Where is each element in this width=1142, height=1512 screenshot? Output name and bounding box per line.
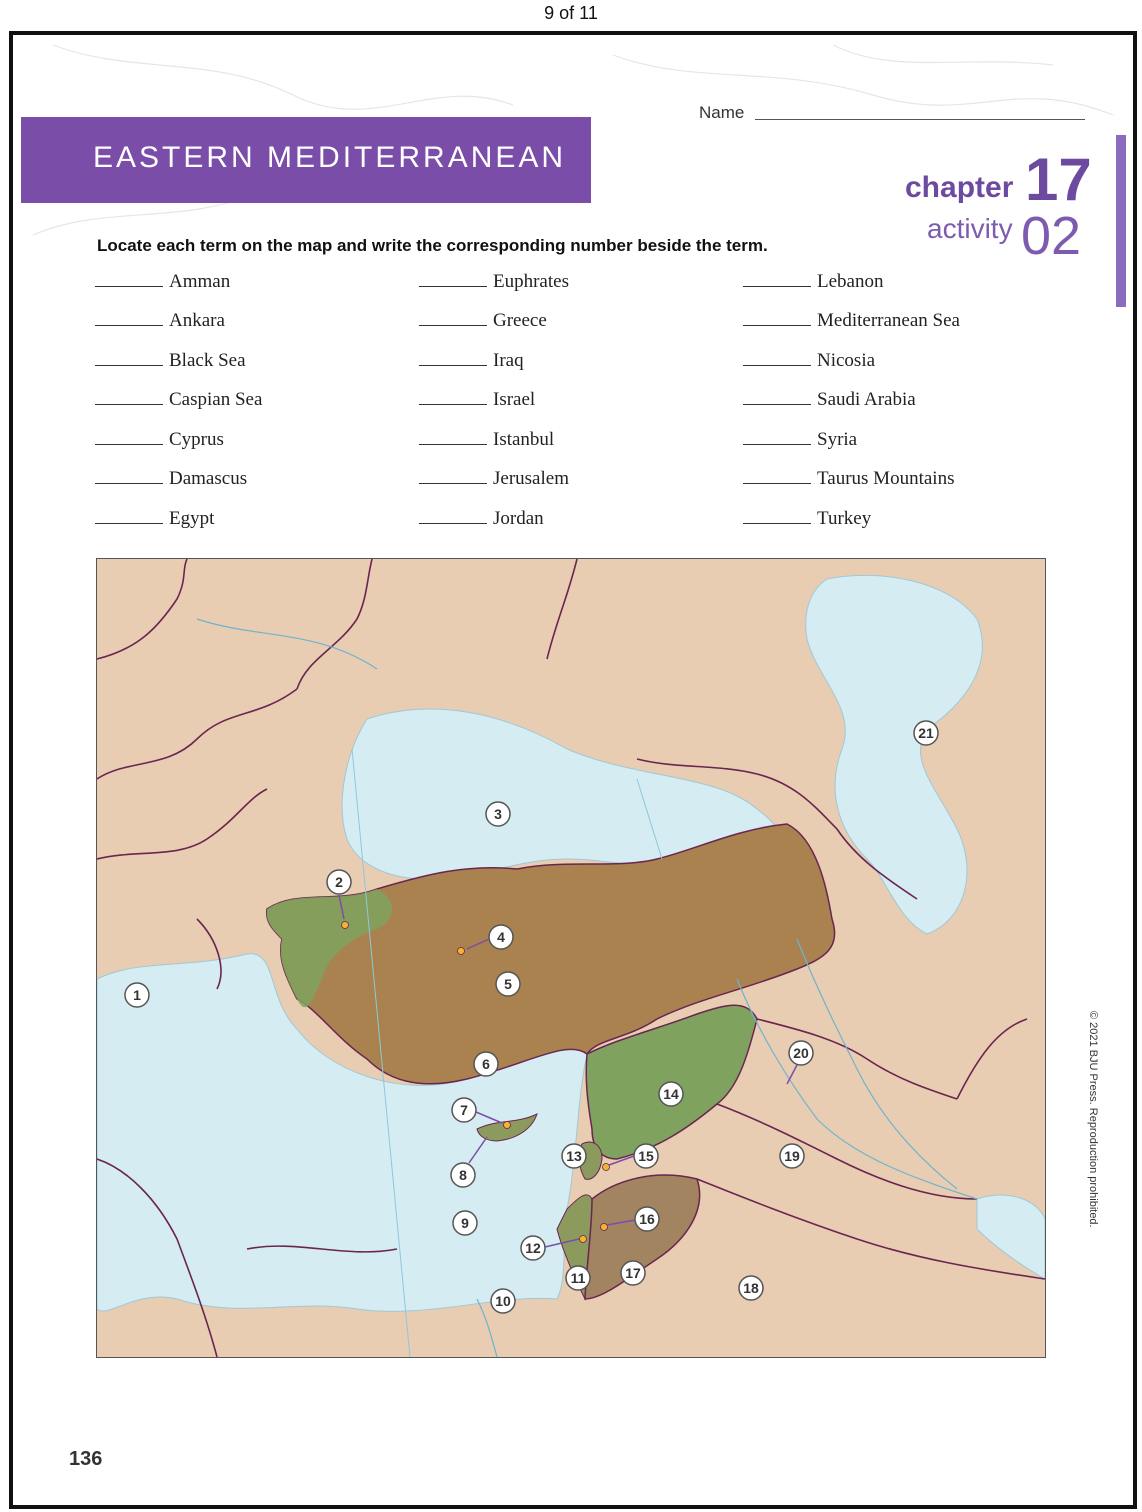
copyright-notice: © 2021 BJU Press. Reproduction prohibited. xyxy=(1087,1011,1099,1228)
answer-blank[interactable] xyxy=(743,365,811,366)
city-dot xyxy=(601,1224,608,1231)
term-item: Istanbul xyxy=(419,429,554,451)
svg-text:11: 11 xyxy=(570,1270,586,1286)
map-marker xyxy=(474,1052,498,1076)
map-marker xyxy=(659,1082,683,1106)
page-number: 136 xyxy=(69,1448,103,1470)
map-marker xyxy=(489,925,513,949)
city-dot xyxy=(342,922,349,929)
map-marker xyxy=(780,1144,804,1168)
term-item: Euphrates xyxy=(419,271,569,293)
answer-blank[interactable] xyxy=(95,286,163,287)
term-item: Caspian Sea xyxy=(95,389,262,411)
map-marker xyxy=(491,1289,515,1313)
svg-text:3: 3 xyxy=(494,806,502,822)
answer-blank[interactable] xyxy=(419,325,487,326)
map-marker xyxy=(521,1236,545,1260)
term-item: Nicosia xyxy=(743,350,875,372)
term-item: Israel xyxy=(419,389,535,411)
map-marker xyxy=(739,1276,763,1300)
activity-number: 02 xyxy=(1021,206,1082,266)
term-item: Saudi Arabia xyxy=(743,389,916,411)
answer-blank[interactable] xyxy=(419,286,487,287)
page-indicator: 9 of 11 xyxy=(544,3,598,23)
svg-text:1: 1 xyxy=(133,987,141,1003)
svg-text:6: 6 xyxy=(482,1056,490,1072)
svg-text:19: 19 xyxy=(784,1148,800,1164)
svg-text:2: 2 xyxy=(335,874,343,890)
term-item: Greece xyxy=(419,310,547,332)
answer-blank[interactable] xyxy=(419,365,487,366)
map-marker xyxy=(451,1163,475,1187)
term-item: Cyprus xyxy=(95,429,224,451)
term-item: Turkey xyxy=(743,508,871,530)
eastern-mediterranean-map xyxy=(96,558,1046,1358)
term-item: Mediterranean Sea xyxy=(743,310,960,332)
svg-text:15: 15 xyxy=(638,1148,654,1164)
answer-blank[interactable] xyxy=(95,365,163,366)
instructions: Locate each term on the map and write the corresponding number beside the term. xyxy=(97,236,768,255)
term-item: Taurus Mountains xyxy=(743,468,954,490)
map-marker xyxy=(327,870,351,894)
answer-blank[interactable] xyxy=(95,523,163,524)
map-marker xyxy=(453,1211,477,1235)
answer-blank[interactable] xyxy=(419,483,487,484)
svg-text:4: 4 xyxy=(497,929,505,945)
svg-text:21: 21 xyxy=(918,725,934,741)
term-item: Black Sea xyxy=(95,350,246,372)
answer-blank[interactable] xyxy=(95,483,163,484)
answer-blank[interactable] xyxy=(743,444,811,445)
answer-blank[interactable] xyxy=(743,404,811,405)
name-input-line[interactable] xyxy=(755,119,1085,120)
map-marker xyxy=(634,1144,658,1168)
svg-text:14: 14 xyxy=(663,1086,679,1102)
answer-blank[interactable] xyxy=(743,286,811,287)
svg-text:18: 18 xyxy=(743,1280,759,1296)
svg-text:10: 10 xyxy=(495,1293,511,1309)
svg-text:7: 7 xyxy=(460,1102,468,1118)
answer-blank[interactable] xyxy=(95,404,163,405)
side-accent-bar xyxy=(1116,135,1126,307)
svg-text:12: 12 xyxy=(525,1240,541,1256)
map-marker xyxy=(496,972,520,996)
map-marker xyxy=(486,802,510,826)
map-marker xyxy=(452,1098,476,1122)
answer-blank[interactable] xyxy=(743,523,811,524)
term-item: Egypt xyxy=(95,508,214,530)
map-marker xyxy=(789,1041,813,1065)
answer-blank[interactable] xyxy=(743,325,811,326)
name-label: Name xyxy=(699,103,745,122)
answer-blank[interactable] xyxy=(743,483,811,484)
svg-text:17: 17 xyxy=(625,1265,641,1281)
map-marker xyxy=(566,1266,590,1290)
svg-text:13: 13 xyxy=(566,1148,582,1164)
answer-blank[interactable] xyxy=(419,444,487,445)
worksheet-title: EASTERN MEDITERRANEAN xyxy=(93,141,567,174)
answer-blank[interactable] xyxy=(95,325,163,326)
chapter-number: 17 xyxy=(1025,146,1092,213)
city-dot xyxy=(580,1236,587,1243)
term-item: Iraq xyxy=(419,350,524,372)
map-marker xyxy=(125,983,149,1007)
term-item: Damascus xyxy=(95,468,247,490)
term-item: Syria xyxy=(743,429,857,451)
answer-blank[interactable] xyxy=(419,404,487,405)
svg-text:9: 9 xyxy=(461,1215,469,1231)
worksheet-page xyxy=(9,31,1137,1509)
map-marker xyxy=(562,1144,586,1168)
svg-text:20: 20 xyxy=(793,1045,809,1061)
answer-blank[interactable] xyxy=(95,444,163,445)
term-item: Lebanon xyxy=(743,271,883,293)
activity-label: activity xyxy=(927,213,1013,244)
chapter-label: chapter xyxy=(905,171,1014,204)
svg-text:16: 16 xyxy=(639,1211,655,1227)
answer-blank[interactable] xyxy=(419,523,487,524)
map-marker xyxy=(635,1207,659,1231)
map-marker xyxy=(621,1261,645,1285)
map-marker xyxy=(914,721,938,745)
city-dot xyxy=(504,1122,511,1129)
svg-text:5: 5 xyxy=(504,976,512,992)
svg-text:8: 8 xyxy=(459,1167,467,1183)
city-dot xyxy=(458,948,465,955)
term-item: Ankara xyxy=(95,310,225,332)
term-item: Amman xyxy=(95,271,230,293)
city-dot xyxy=(603,1164,610,1171)
term-item: Jordan xyxy=(419,508,544,530)
term-item: Jerusalem xyxy=(419,468,569,490)
